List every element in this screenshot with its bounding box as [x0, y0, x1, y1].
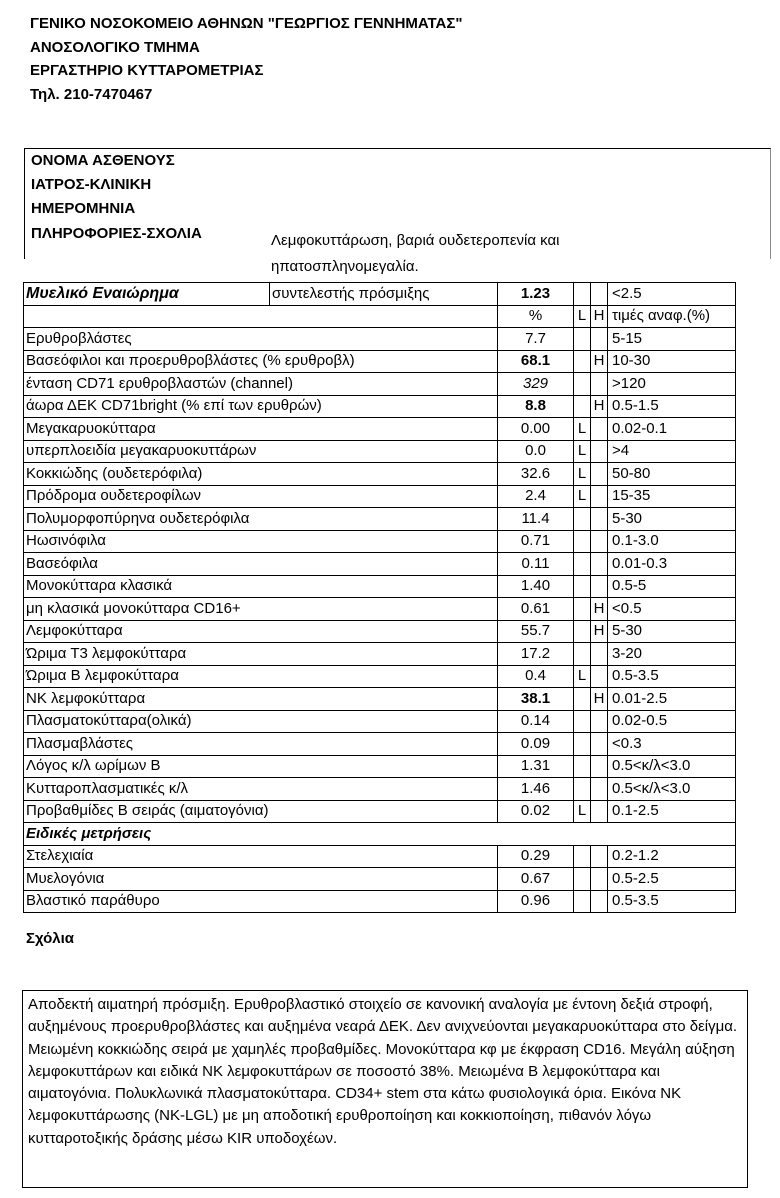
hospital-name: ΓΕΝΙΚΟ ΝΟΣΟΚΟΜΕΙΟ ΑΘΗΝΩΝ "ΓΕΩΡΓΙΟΣ ΓΕΝΝΗΜΑΤΑΣ": [30, 15, 463, 32]
marker-name: ΝΚ λεμφοκύτταρα: [24, 688, 498, 711]
reference-range: 0.1-2.5: [608, 800, 736, 823]
marker-name: Πολυμορφοπύρηνα ουδετερόφιλα: [24, 508, 498, 531]
marker-name: Βλαστικό παράθυρο: [24, 890, 498, 913]
high-flag: [591, 733, 608, 756]
reference-range: >4: [608, 440, 736, 463]
marker-value: 0.14: [498, 710, 574, 733]
table-row: [24, 643, 736, 666]
reference-range: 0.1-3.0: [608, 530, 736, 553]
table-row: [24, 328, 736, 351]
table-row: [24, 463, 736, 486]
marker-value: 2.4: [498, 485, 574, 508]
marker-value: 38.1: [498, 688, 574, 711]
results-table: [23, 282, 736, 913]
high-flag: H: [591, 620, 608, 643]
marker-name: άωρα ΔΕΚ CD71bright (% επί των ερυθρών): [24, 395, 498, 418]
table-row: [24, 598, 736, 621]
table-row: [24, 575, 736, 598]
low-flag: [574, 755, 591, 778]
marker-name: Κυτταροπλασματικές κ/λ: [24, 778, 498, 801]
table-row: [24, 485, 736, 508]
marker-name: Πρόδρομα ουδετεροφίλων: [24, 485, 498, 508]
column-header-low: L: [574, 305, 591, 328]
high-flag: H: [591, 598, 608, 621]
dilution-high-flag: [591, 283, 608, 306]
results-table-body: [24, 283, 736, 913]
high-flag: [591, 665, 608, 688]
reference-range: 0.2-1.2: [608, 845, 736, 868]
section-header-row: [24, 283, 736, 306]
marker-name: Προβαθμίδες Β σειράς (αιματογόνια): [24, 800, 498, 823]
doctor-clinic-label: ΙΑΤΡΟΣ-ΚΛΙΝΙΚΗ: [31, 176, 152, 193]
comments-box: [22, 990, 748, 1188]
marker-value: 329: [498, 373, 574, 396]
reference-range: 0.02-0.5: [608, 710, 736, 733]
info-comments-label: ΠΛΗΡΟΦΟΡΙΕΣ-ΣΧΟΛΙΑ: [31, 225, 202, 242]
high-flag: [591, 485, 608, 508]
reference-range: 15-35: [608, 485, 736, 508]
reference-range: 10-30: [608, 350, 736, 373]
marker-value: 1.46: [498, 778, 574, 801]
marker-name: Λόγος κ/λ ωρίμων Β: [24, 755, 498, 778]
high-flag: [591, 373, 608, 396]
high-flag: [591, 755, 608, 778]
marker-value: 55.7: [498, 620, 574, 643]
low-flag: [574, 508, 591, 531]
high-flag: H: [591, 395, 608, 418]
table-row: [24, 373, 736, 396]
dilution-ref: <2.5: [608, 283, 736, 306]
patient-name-label: ΟΝΟΜΑ ΑΣΘΕΝΟΥΣ: [31, 152, 175, 169]
reference-range: 0.5<κ/λ<3.0: [608, 778, 736, 801]
table-row: [24, 755, 736, 778]
table-row: [24, 688, 736, 711]
comments-label: Σχόλια: [26, 930, 74, 947]
table-row: [24, 440, 736, 463]
marker-value: 0.96: [498, 890, 574, 913]
low-flag: [574, 890, 591, 913]
marker-value: 1.31: [498, 755, 574, 778]
column-header-row: [24, 305, 736, 328]
high-flag: [591, 778, 608, 801]
reference-range: <0.5: [608, 598, 736, 621]
low-flag: [574, 575, 591, 598]
marker-value: 0.67: [498, 868, 574, 891]
reference-range: >120: [608, 373, 736, 396]
column-header-ref: τιμές αναφ.(%): [608, 305, 736, 328]
low-flag: [574, 598, 591, 621]
marker-value: 17.2: [498, 643, 574, 666]
reference-range: 0.01-0.3: [608, 553, 736, 576]
reference-range: 0.5-3.5: [608, 665, 736, 688]
reference-range: 0.5-1.5: [608, 395, 736, 418]
high-flag: [591, 800, 608, 823]
table-row: [24, 395, 736, 418]
column-header-blank: [24, 305, 498, 328]
marker-name: Κοκκιώδης (ουδετερόφιλα): [24, 463, 498, 486]
low-flag: L: [574, 665, 591, 688]
table-row: [24, 350, 736, 373]
low-flag: [574, 643, 591, 666]
special-section-title: Ειδικές μετρήσεις: [24, 823, 736, 846]
lab-header: [30, 12, 463, 106]
high-flag: H: [591, 350, 608, 373]
high-flag: [591, 508, 608, 531]
reference-range: 0.02-0.1: [608, 418, 736, 441]
high-flag: [591, 553, 608, 576]
reference-range: 5-30: [608, 508, 736, 531]
high-flag: [591, 890, 608, 913]
info-comments-value: Λεμφοκυττάρωση, βαριά ουδετεροπενία και ηπατοσπληνομεγαλία.: [271, 232, 560, 275]
lab-name: ΕΡΓΑΣΤΗΡΙΟ ΚΥΤΤΑΡΟΜΕΤΡΙΑΣ: [30, 62, 264, 79]
marker-name: Πλασματοκύτταρα(ολικά): [24, 710, 498, 733]
table-row: [24, 800, 736, 823]
column-header-high: H: [591, 305, 608, 328]
lab-phone: Τηλ. 210-7470467: [30, 85, 153, 103]
low-flag: [574, 395, 591, 418]
reference-range: 0.5-5: [608, 575, 736, 598]
department-name: ΑΝΟΣΟΛΟΓΙΚΟ ΤΜΗΜΑ: [30, 38, 200, 56]
marker-name: Βασεόφιλοι και προερυθροβλάστες (% ερυθροβλ): [24, 350, 498, 373]
reference-range: 5-15: [608, 328, 736, 351]
comments-text: Αποδεκτή αιματηρή πρόσμιξη. Ερυθροβλαστικό στοιχείο σε κανονική αναλογία με έντονη δεξιά στροφή, αυξημένους προερυθροβλάστες και αυξημένα νεαρά ΔΕΚ. Δεν ανιχνεύονται μεγακαρυοκύτταρα στο δείγμα. Μειωμένη κοκκιώδης σειρά με χαμηλές προβαθμίδες. Μονοκύτταρα κφ με έκφραση CD16. Μεγάλη αύξηση λεμφοκυττάρων και ειδικά NK λεμφοκυττάρων σε ποσοστό 38%. Μειωμένα Β λεμφοκύτταρα και αιματογόνια. Πολυκλωνικά πλασματοκύτταρα. CD34+ stem στα κάτω φυσιολογικά όρια. Εικόνα NK λεμφοκυττάρωσης (NK-LGL) με μη αποδοτική ερυθροποίηση και κοκκιοποίηση, πιθανόν λόγω κυτταροτοξικής δράσης μέσω KIR υποδοχέων.: [28, 996, 738, 1147]
reference-range: 0.5-3.5: [608, 890, 736, 913]
low-flag: [574, 845, 591, 868]
low-flag: L: [574, 440, 591, 463]
high-flag: [591, 328, 608, 351]
marker-name: Πλασμαβλάστες: [24, 733, 498, 756]
high-flag: [591, 463, 608, 486]
table-row: [24, 418, 736, 441]
table-row: [24, 890, 736, 913]
marker-value: 0.11: [498, 553, 574, 576]
low-flag: [574, 328, 591, 351]
table-row: [24, 710, 736, 733]
marker-name: Ώριμα Β λεμφοκύτταρα: [24, 665, 498, 688]
table-row: [24, 733, 736, 756]
marker-value: 0.71: [498, 530, 574, 553]
low-flag: [574, 530, 591, 553]
low-flag: L: [574, 418, 591, 441]
marker-value: 8.8: [498, 395, 574, 418]
patient-info-box: [24, 148, 771, 275]
marker-name: υπερπλοειδία μεγακαρυοκυττάρων: [24, 440, 498, 463]
reference-range: 50-80: [608, 463, 736, 486]
high-flag: [591, 575, 608, 598]
marker-name: μη κλασικά μονοκύτταρα CD16+: [24, 598, 498, 621]
low-flag: [574, 733, 591, 756]
high-flag: [591, 530, 608, 553]
dilution-label: συντελεστής πρόσμιξης: [270, 283, 498, 306]
high-flag: H: [591, 688, 608, 711]
table-row: [24, 665, 736, 688]
marker-value: 11.4: [498, 508, 574, 531]
marker-name: ένταση CD71 ερυθροβλαστών (channel): [24, 373, 498, 396]
low-flag: [574, 778, 591, 801]
low-flag: L: [574, 485, 591, 508]
marker-value: 0.61: [498, 598, 574, 621]
special-section-row: [24, 823, 736, 846]
high-flag: [591, 440, 608, 463]
reference-range: 0.5<κ/λ<3.0: [608, 755, 736, 778]
marker-value: 0.00: [498, 418, 574, 441]
column-header-percent: %: [498, 305, 574, 328]
marker-value: 68.1: [498, 350, 574, 373]
table-row: [24, 553, 736, 576]
low-flag: [574, 868, 591, 891]
marker-name: Ερυθροβλάστες: [24, 328, 498, 351]
table-row: [24, 530, 736, 553]
reference-range: 0.5-2.5: [608, 868, 736, 891]
section-title: Μυελικό Εναιώρημα: [24, 283, 270, 306]
low-flag: L: [574, 800, 591, 823]
marker-value: 7.7: [498, 328, 574, 351]
low-flag: [574, 688, 591, 711]
marker-name: Μεγακαρυοκύτταρα: [24, 418, 498, 441]
high-flag: [591, 418, 608, 441]
marker-name: Ώριμα Τ3 λεμφοκύτταρα: [24, 643, 498, 666]
date-label: ΗΜΕΡΟΜΗΝΙΑ: [31, 200, 136, 217]
dilution-value: 1.23: [498, 283, 574, 306]
low-flag: [574, 620, 591, 643]
marker-name: Λεμφοκύτταρα: [24, 620, 498, 643]
table-row: [24, 508, 736, 531]
marker-value: 0.09: [498, 733, 574, 756]
marker-value: 1.40: [498, 575, 574, 598]
high-flag: [591, 643, 608, 666]
high-flag: [591, 710, 608, 733]
reference-range: 3-20: [608, 643, 736, 666]
marker-value: 0.4: [498, 665, 574, 688]
low-flag: [574, 350, 591, 373]
table-row: [24, 845, 736, 868]
high-flag: [591, 868, 608, 891]
low-flag: [574, 710, 591, 733]
reference-range: 5-30: [608, 620, 736, 643]
table-row: [24, 620, 736, 643]
reference-range: 0.01-2.5: [608, 688, 736, 711]
low-flag: [574, 553, 591, 576]
dilution-low-flag: [574, 283, 591, 306]
marker-name: Στελεχιαία: [24, 845, 498, 868]
reference-range: <0.3: [608, 733, 736, 756]
marker-value: 0.29: [498, 845, 574, 868]
marker-value: 32.6: [498, 463, 574, 486]
high-flag: [591, 845, 608, 868]
table-row: [24, 868, 736, 891]
marker-name: Βασεόφιλα: [24, 553, 498, 576]
low-flag: L: [574, 463, 591, 486]
marker-name: Μονοκύτταρα κλασικά: [24, 575, 498, 598]
low-flag: [574, 373, 591, 396]
marker-name: Μυελογόνια: [24, 868, 498, 891]
marker-name: Ηωσινόφιλα: [24, 530, 498, 553]
marker-value: 0.0: [498, 440, 574, 463]
table-row: [24, 778, 736, 801]
marker-value: 0.02: [498, 800, 574, 823]
